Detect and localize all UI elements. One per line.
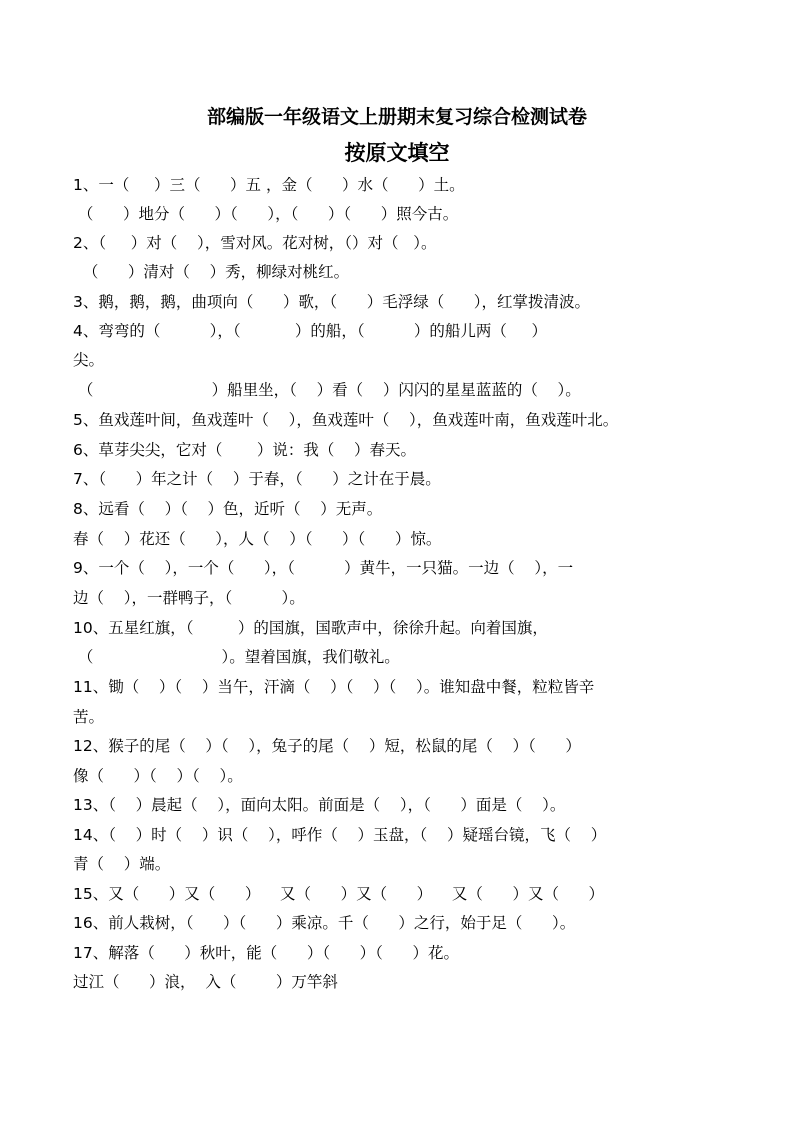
question-line: 11、锄（ ）（ ）当午，汗滴（ ）（ ）（ ）。谁知盘中餐，粒粒皆辛 bbox=[73, 678, 595, 696]
question-line: 像（ ）（ ）（ ）。 bbox=[73, 767, 243, 785]
question-line: 过江（ ）浪， 入（ ）万竿斜 bbox=[73, 973, 338, 991]
question-line: （ ）。望着国旗，我们敬礼。 bbox=[73, 648, 400, 666]
question-line: 4、弯弯的（ ），（ ）的船，（ ）的船儿两（ ） bbox=[73, 322, 547, 340]
question-line: （ ）清对（ ）秀，柳绿对桃红。 bbox=[73, 263, 350, 281]
question-line: （ ）船里坐，（ ）看（ ）闪闪的星星蓝蓝的（ ）。 bbox=[73, 381, 581, 399]
question-line: 7、（ ）年之计（ ）于春，（ ）之计在于晨。 bbox=[73, 470, 441, 488]
question-line: 1、一（ ）三（ ）五 ，金（ ）水（ ）土。 bbox=[73, 176, 465, 194]
question-line: 边（ ），一群鸭子，（ ）。 bbox=[73, 589, 305, 607]
question-line: 3、鹅，鹅，鹅，曲项向（ ）歌，（ ）毛浮绿（ ），红掌拨清波。 bbox=[73, 293, 591, 311]
question-line: 13、（ ）晨起（ ），面向太阳。前面是（ ），（ ）面是（ ）。 bbox=[73, 796, 566, 814]
question-line: 16、前人栽树，（ ）（ ）乘凉。千（ ）之行，始于足（ ）。 bbox=[73, 914, 576, 932]
question-line: 春（ ）花还（ ），人（ ）（ ）（ ）惊。 bbox=[73, 530, 442, 548]
question-line: 17、解落（ ）秋叶，能（ ）（ ）（ ）花。 bbox=[73, 944, 459, 962]
question-line: 12、猴子的尾（ ）（ ），兔子的尾（ ）短，松鼠的尾（ ）（ ） bbox=[73, 737, 581, 755]
question-line: 2、（ ）对（ ），雪对风。花对树，（）对（ ）。 bbox=[73, 234, 437, 252]
question-line: 9、一个（ ），一个（ ），（ ）黄牛，一只猫。一边（ ），一 bbox=[73, 559, 574, 577]
question-line: 青（ ）端。 bbox=[73, 855, 171, 873]
question-line: （ ）地分（ ）（ ），（ ）（ ）照今古。 bbox=[73, 205, 459, 223]
question-line: 苦。 bbox=[73, 708, 105, 726]
question-line: 5、鱼戏莲叶间，鱼戏莲叶（ ），鱼戏莲叶（ ），鱼戏莲叶南，鱼戏莲叶北。 bbox=[73, 411, 619, 429]
question-line: 6、草芽尖尖，它对（ ）说：我（ ）春天。 bbox=[73, 441, 417, 459]
question-line: 15、又（ ）又（ ） 又（ ）又（ ） 又（ ）又（ ） bbox=[73, 885, 605, 903]
question-line: 14、（ ）时（ ）识（ ），呼作（ ）玉盘，（ ）疑瑶台镜，飞（ ） bbox=[73, 826, 607, 844]
page-title: 部编版一年级语文上册期末复习综合检测试卷 bbox=[206, 106, 587, 128]
question-line: 8、远看（ ）（ ）色，近听（ ）无声。 bbox=[73, 500, 383, 518]
section-heading: 按原文填空 bbox=[344, 140, 450, 165]
question-line: 10、五星红旗，（ ）的国旗，国歌声中，徐徐升起。向着国旗， bbox=[73, 619, 548, 637]
question-line: 尖。 bbox=[73, 351, 105, 369]
